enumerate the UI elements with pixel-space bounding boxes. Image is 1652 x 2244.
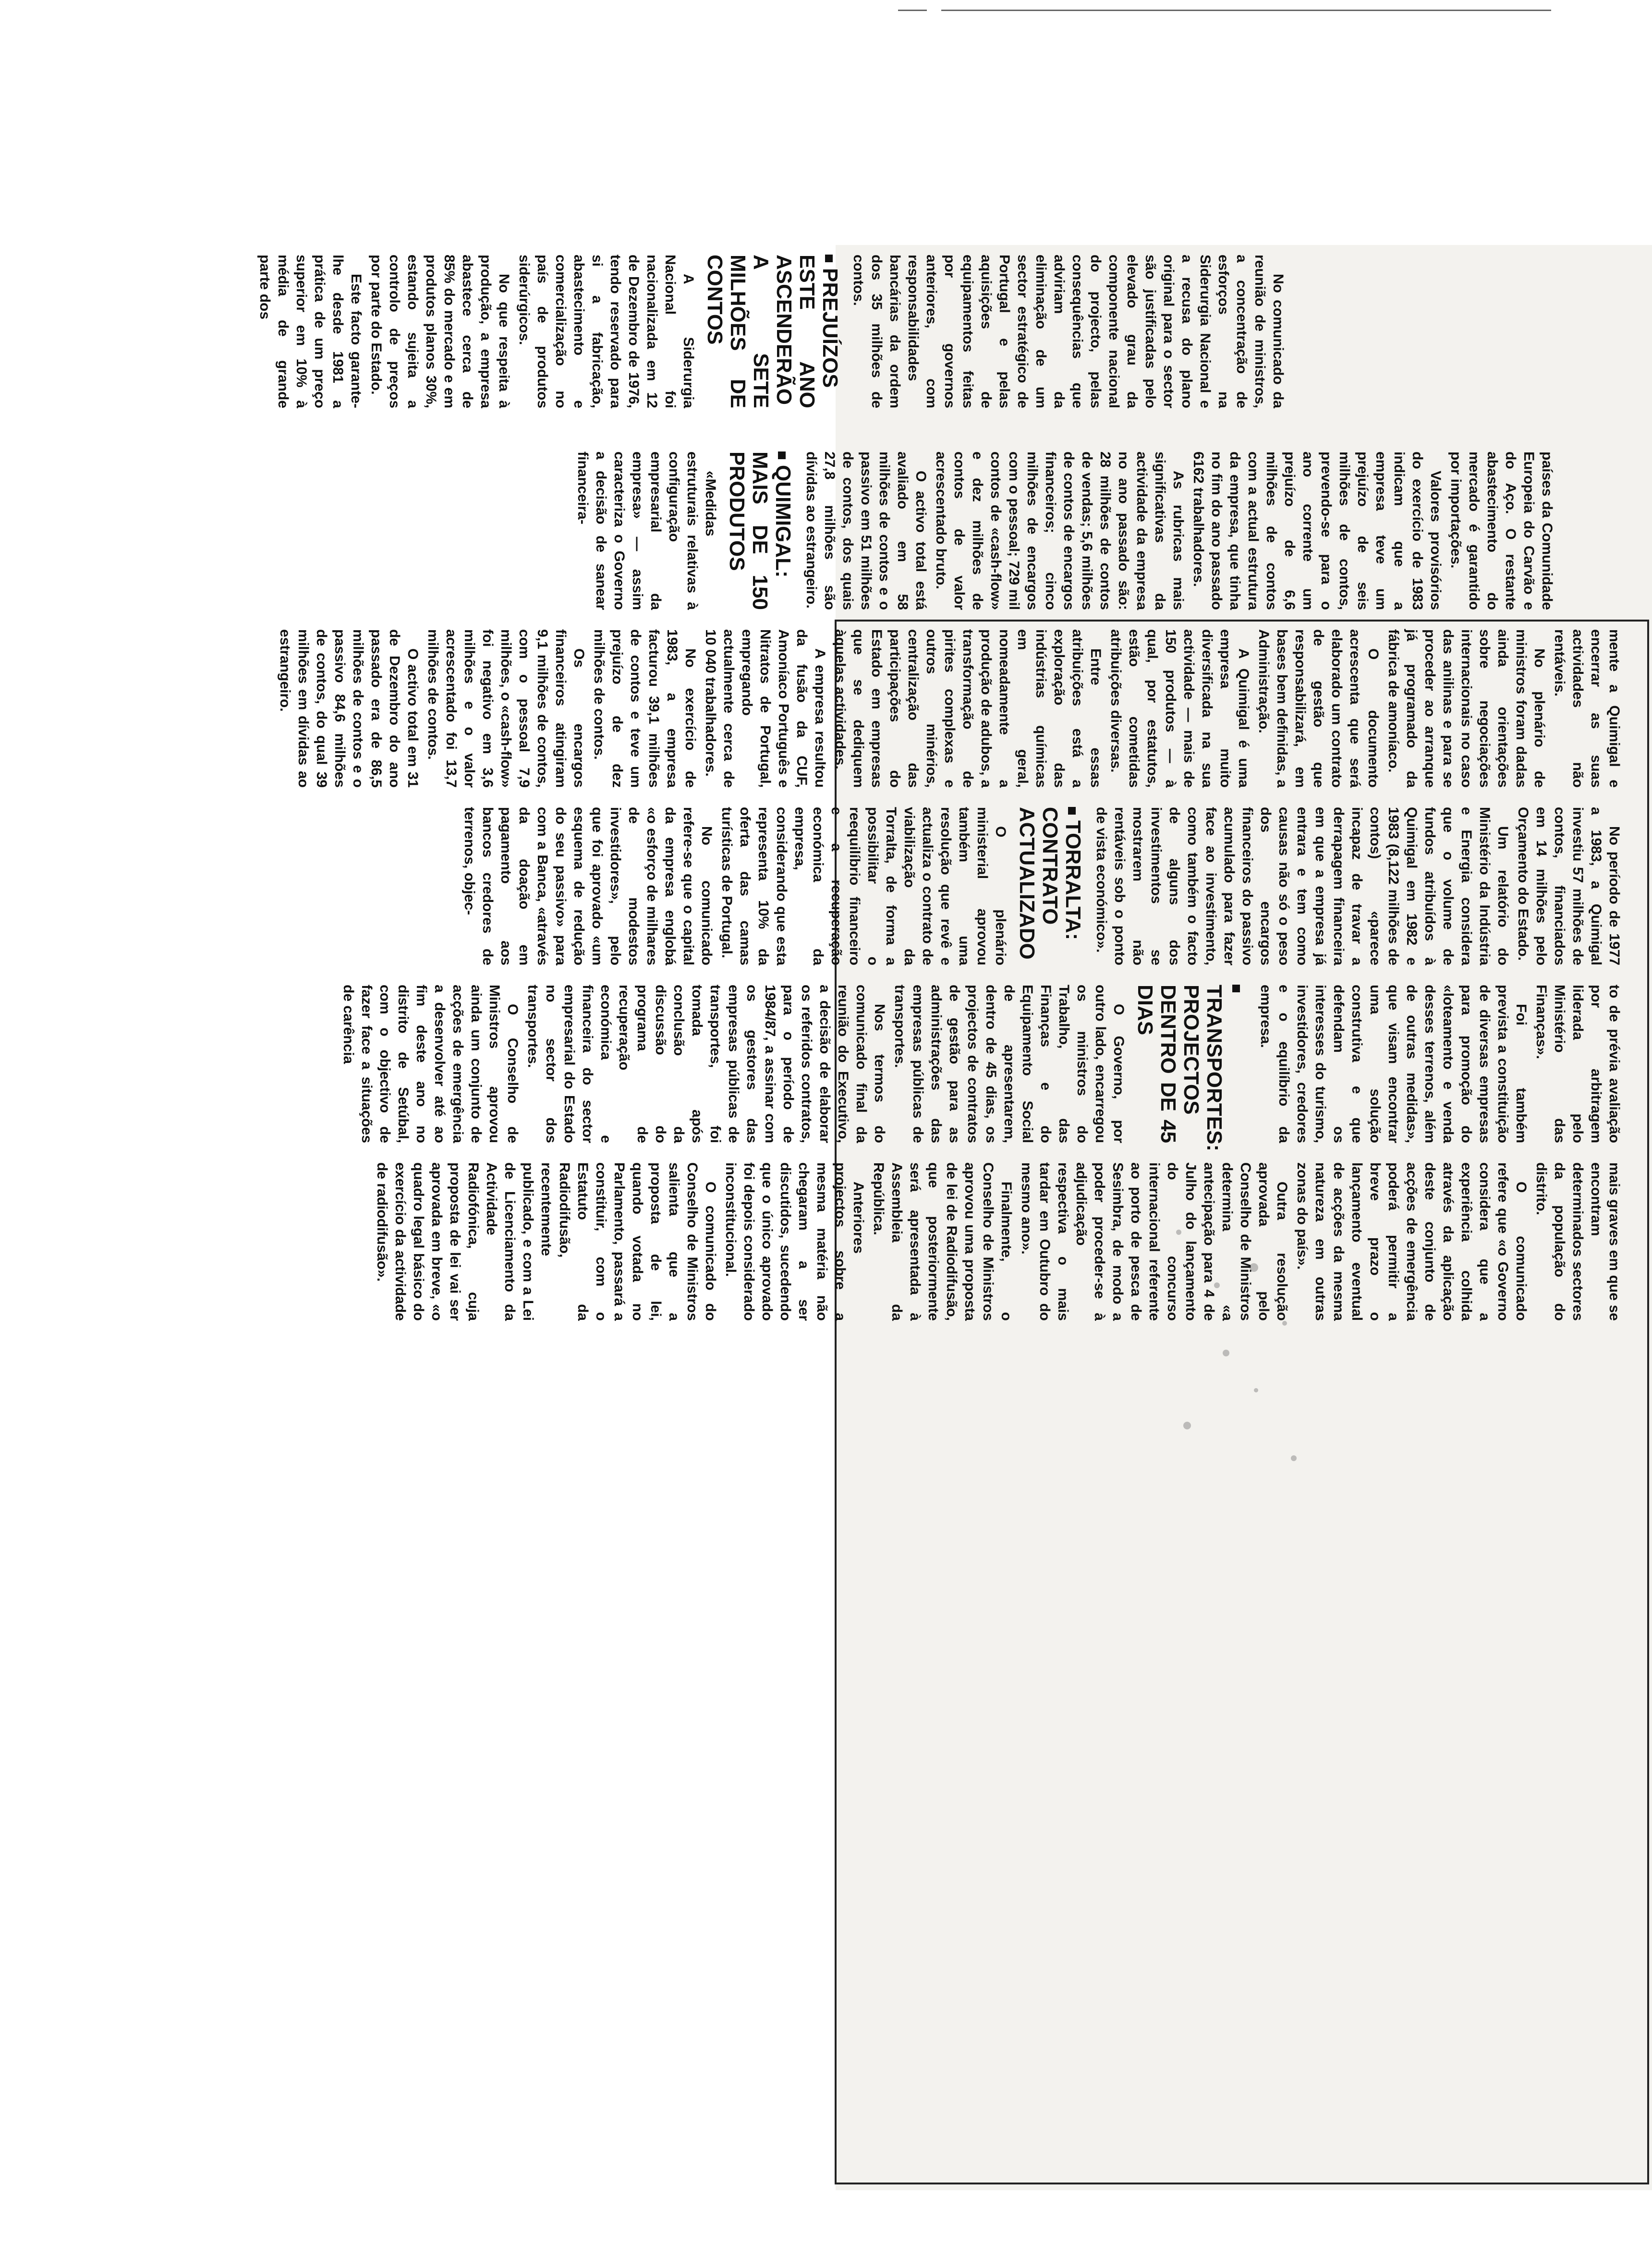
section-heading-text: TORRALTA: CONTRATO ACTUALIZADO [1015,807,1085,960]
paragraph: No plenário de ministros foram dadas ainda orientações sobre negociações internacionais no caso das anilinas e para se proceder ao arranque já programado da fábrica de amoníaco. [1385,629,1547,788]
paragraph: O comunicado refere que «o Governo considera que a experiência colhida através da aplicação deste conjunto de acções de emergência poderá permitir a breve prazo o lançamento eventual de acções da mesma natureza em outras zonas do país». [1294,1162,1529,1321]
newspaper-clipping [257,245,1652,2190]
paragraph: A Siderurgia Nacional foi nacionalizada em 12 de Dezembro de 1976, tendo reservado para si a fabricação, abastecimento e comercialização no país de produtos siderúrgicos. [516,255,696,408]
column-3 [274,629,1623,788]
paragraph: O Governo, por outro lado, encarregou os ministros do Trabalho, das Finanças e do Equipamento Social de apresentarem, dentro de 45 dias, os projectos de contratos de gestão para as administrações das empresas públicas de transportes. [892,985,1127,1143]
bullet-icon [1232,985,1240,992]
paragraph: O plenário ministerial aprovou também uma resolução que revê e actualiza o contrato de viabilização da Torralta, de forma a possibilitar o reequilíbrio financeiro e a recuperação económica da empresa, considerando que esta representa 10% da oferta das camas turísticas de Portugal. [719,807,1008,965]
column-6 [371,1162,1623,1321]
paragraph: mente a Quimigal e encerrar as suas actividades não rentáveis. [1552,629,1622,788]
section-heading [1133,985,1249,1152]
paragraph: Um relatório do Ministério da Indústria e Energia considera que o volume de fundos atribuídos à Quimigal em 1982 e 1983 (8,122 milhões de contos) «parece incapaz de travar a derrapagem financeira em que a empresa já entrara e tem como causas não só o peso dos encargos financeiros do passivo acumulado para fazer face ao investimento, como também o facto de alguns dos investimentos se mostrarem não rentáveis sob o ponto de vista económico». [1093,807,1511,965]
paragraph: Foi também prevista a constituição de diversas empresas para promoção do «loteamento e venda desses terrenos, além de outras medidas», que visam encontrar uma solução construtiva e que defendam os interesses do turismo, investidores, credores e o equilíbrio da empresa. [1258,985,1529,1143]
paragraph: Finalmente, o Conselho de Ministros aprovou uma proposta de lei de Radiodifusão, que posteriormente será apresentada à Assembleia da República. [871,1162,1014,1321]
section-heading [703,255,841,408]
scan-speckle [1282,1321,1287,1326]
section-heading [1015,807,1084,965]
paragraph: O comunicado do Conselho de Ministros salienta que a proposta de lei, quando votada no Parlamento, passará a constituir, com o Estatuto da Radiodifusão, recentemente publicado, e com a Lei de Licenciamento da Actividade Radiofónica, cuja proposta de lei vai ser aprovada em breve, «o quadro legal básico do exercício da actividade de radiodifusão». [374,1162,718,1321]
paragraph: No período de 1977 a 1983, a Quimigal investiu 57 milhões de contos, financiados em 14 milhões pelo Orçamento do Estado. [1515,807,1622,965]
paragraph: A empresa resultou da fusão da CUF, Amoníaco Português e Nitratos de Portugal, empregando actualmente cerca de 10 040 trabalhadores. [703,629,828,788]
paragraph: No comunicado da reunião de ministros, a concentração de esforços na Siderurgia Nacional e a recusa do plano original para o sector são justificadas pelo elevado grau da componente nacional do projecto, pelas consequências que adviriam da eliminação de um sector estratégico de Portugal e pelas aquisições de equipamentos feitas por governos anteriores, com responsabilidades bancárias da ordem dos 35 milhões de contos. [850,255,1286,408]
bullet-icon [778,451,786,459]
section-heading-text: TRANSPORTES: PROJECTOS DENTRO DE 45 DIAS [1133,985,1226,1152]
paragraph: O activo total em 31 de Dezembro do ano passado era de 86,5 milhões de contos e o passivo 84,6 milhões de contos, do qual 39 milhões em dívidas ao estrangeiro. [277,629,421,788]
bullet-icon [825,255,833,262]
paragraph: mais graves em que se encontram determinados sectores da população do distrito. [1533,1162,1622,1321]
scan-speckle [1254,1388,1258,1392]
paragraph: O documento acrescenta que será elaborado um contrato de gestão que responsabilizará, em bases bem definidas, a Administração. [1256,629,1381,788]
paragraph: Valores provisórios do exercício de 1983 indicam que a empresa teve um prejuízo de seis milhões de contos, prevendo-se para o ano corrente um prejuízo de 6,6 milhões de contos com a actual estrutura da empresa, que tinha no fim do ano passado 6162 trabalhadores. [1190,451,1444,610]
top-scan-rule-left [898,10,927,11]
section-heading [725,451,794,610]
paragraph: Os encargos financeiros atingiram 9,1 milhões de contos, com o pessoal 7,9 milhões, o «cash-flow» foi negativo em 3,6 milhões e o valor acrescentado foi 13,7 milhões de contos. [425,629,587,788]
section-heading-text: QUIMIGAL: MAIS DE 150 PRODUTOS [725,451,795,610]
paragraph: No comunicado refere-se que o capital da empresa englobá «o esforço de milhares de modestos investidores», pelo que foi aprovado «um esquema de redução do seu passivo» para com a Banca, «através da doação em pagamento aos bancos credores de terrenos, objec- [462,807,715,965]
paragraph: países da Comunidade Europeia do Carvão e do Aço. O restante abastecimento do mercado é garantido por importações. [1448,451,1555,610]
paragraph: O Conselho de Ministros aprovou ainda um conjunto de acções de emergência a desenvolver até ao fim deste ano no distrito de Setúbal, com o objectivo de fazer face a situações de carência [340,985,521,1143]
paragraph: Entre essas atribuições está a exploração das indústrias químicas em geral, nomeadamente a produção de adubos, a transformação de pirites complexas e outros minérios, centralização das participações do Estado em empresas que se dediquem àquelas actividades. [832,629,1104,788]
column-4 [458,807,1623,965]
section-heading-text: PREJUÍZOS ESTE ANO ASCENDERÃO A SETE MILHÕES DE CONTOS [703,255,842,408]
paragraph: «Medidas estruturais relativas à configuração empresarial da empresa» — assim caracteriza o Governo a decisão de sanear financeira- [575,451,718,610]
paragraph: No que respeita à produção, a empresa abastece cerca de 85% do mercado e em produtos planos 30%, estando sujeita a controlo de preços por parte do Estado. [368,255,512,408]
paragraph: O activo total está avaliado em 58 milhões de contos e o passivo em 51 milhões de contos, dos quais 27,8 milhões são dívidas ao estrangeiro. [803,451,929,610]
scan-speckle [1250,1263,1258,1272]
scan-speckle [1183,1422,1191,1429]
scan-speckle [1176,1230,1181,1235]
scan-speckle [1291,1455,1297,1461]
column-5 [337,985,1623,1152]
paragraph: Nos termos do comunicado final da reunião do Executivo, a decisão de elaborar os referidos contratos, para o período de 1984/87, a assinar com os gestores das empresas públicas de transportes, foi tomada após conclusão da discussão do programa de recuperação económica e financeira do sector empresarial do Estado no sector dos transportes. [525,985,887,1143]
paragraph: As rubricas mais significativas da actividade da empresa no ano passado são: 28 milhões de contos de vendas; 5,6 milhões de contos de encargos financeiros; cinco milhões de encargos com o pessoal; 729 mil contos de «cash-flow» e dez milhões de contos de valor acrescentado bruto. [933,451,1186,610]
paragraph: A Quimigal é uma empresa muito diversificada na sua actividade — mais de 150 produtos — à qual, por estatutos, estão cometidas atribuições diversas. [1108,629,1251,788]
paragraph: No exercício de 1983, a empresa facturou 39,1 milhões de contos e teve um prejuízo de dez milhões de contos. [591,629,698,788]
top-scan-rule [941,10,1551,11]
paragraph: Este facto garante-lhe desde 1981 a prática de um preço superior em 10% à média de grande parte dos [257,255,364,408]
paragraph: to de prévia avaliação por arbitragem liderada pelo Ministério das Finanças». [1533,985,1622,1143]
paragraph: Outra resolução aprovada pelo Conselho de Ministros determina «a antecipação para 4 de Julho do lançamento do concurso internacional referente ao porto de pesca de Sesimbra, de modo a poder proceder-se à adjudicação respectiva o mais tardar em Outubro do mesmo ano». [1019,1162,1290,1321]
scan-speckle [1214,1282,1220,1288]
scan-speckle [1223,1350,1229,1356]
column-1 [254,255,1287,408]
paragraph: Anteriores projectos sobre a mesma matéria não chegaram a ser discutidos, sucedendo que o único aprovado foi depois considerado inconstitucional. [723,1162,866,1321]
bullet-icon [1068,807,1076,815]
column-2 [571,451,1556,610]
